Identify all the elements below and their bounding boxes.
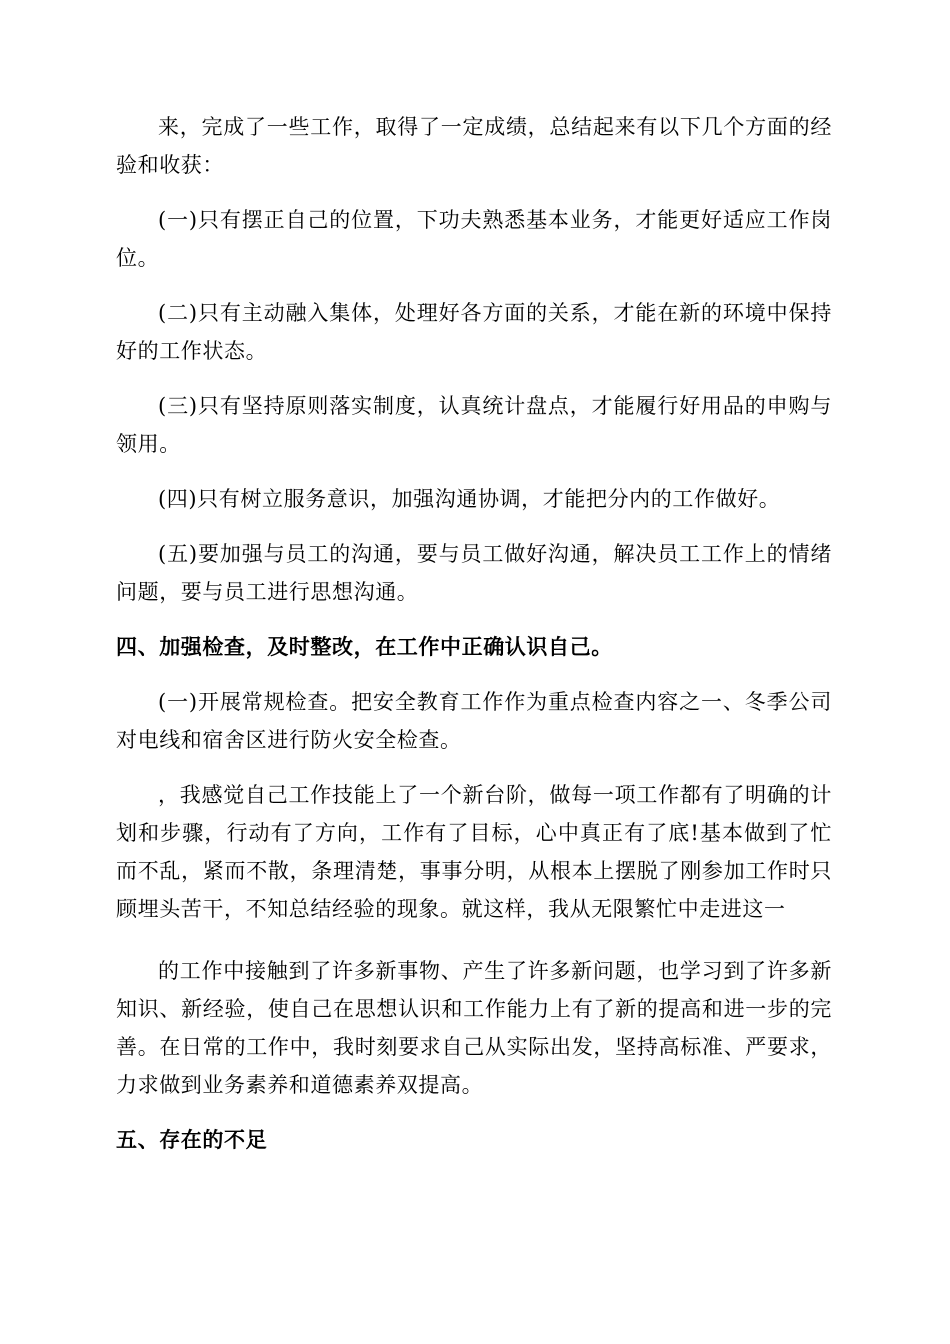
section-heading-4: 四、加强检查，及时整改，在工作中正确认识自己。 (116, 635, 613, 659)
document-body (116, 108, 832, 1176)
paragraph-item-5: (五)要加强与员工的沟通，要与员工做好沟通，解决员工工作上的情绪问题，要与员工进行思想沟通。 (116, 542, 832, 604)
paragraph-experience-intro: 来，完成了一些工作，取得了一定成绩，总结起来有以下几个方面的经验和收获： (116, 115, 832, 177)
paragraph-item-2: (二)只有主动融入集体，处理好各方面的关系，才能在新的环境中保持好的工作状态。 (116, 301, 832, 363)
paragraph-item-4: (四)只有树立服务意识，加强沟通协调，才能把分内的工作做好。 (158, 487, 781, 511)
paragraph-skills-improvement: ，我感觉自己工作技能上了一个新台阶，做每一项工作都有了明确的计划和步骤，行动有了方向，工作有了目标，心中真正有了底!基本做到了忙而不乱，紧而不散，条理清楚，事事分明，从根本上摆脱了刚参加工作时只顾埋头苦干，不知总结经验的现象。就这样，我从无限繁忙中走进这一 (116, 783, 832, 921)
section-heading-5: 五、存在的不足 (116, 1128, 268, 1152)
paragraph-item-1: (一)只有摆正自己的位置，下功夫熟悉基本业务，才能更好适应工作岗位。 (116, 208, 832, 270)
paragraph-routine-inspection: (一)开展常规检查。把安全教育工作作为重点检查内容之一、冬季公司对电线和宿舍区进行防火安全检查。 (116, 690, 832, 752)
paragraph-new-knowledge: 的工作中接触到了许多新事物、产生了许多新问题，也学习到了许多新知识、新经验，使自己在思想认识和工作能力上有了新的提高和进一步的完善。在日常的工作中，我时刻要求自己从实际出发，坚持高标准、严要求，力求做到业务素养和道德素养双提高。 (116, 959, 832, 1097)
paragraph-item-3: (三)只有坚持原则落实制度，认真统计盘点，才能履行好用品的申购与领用。 (116, 394, 832, 456)
